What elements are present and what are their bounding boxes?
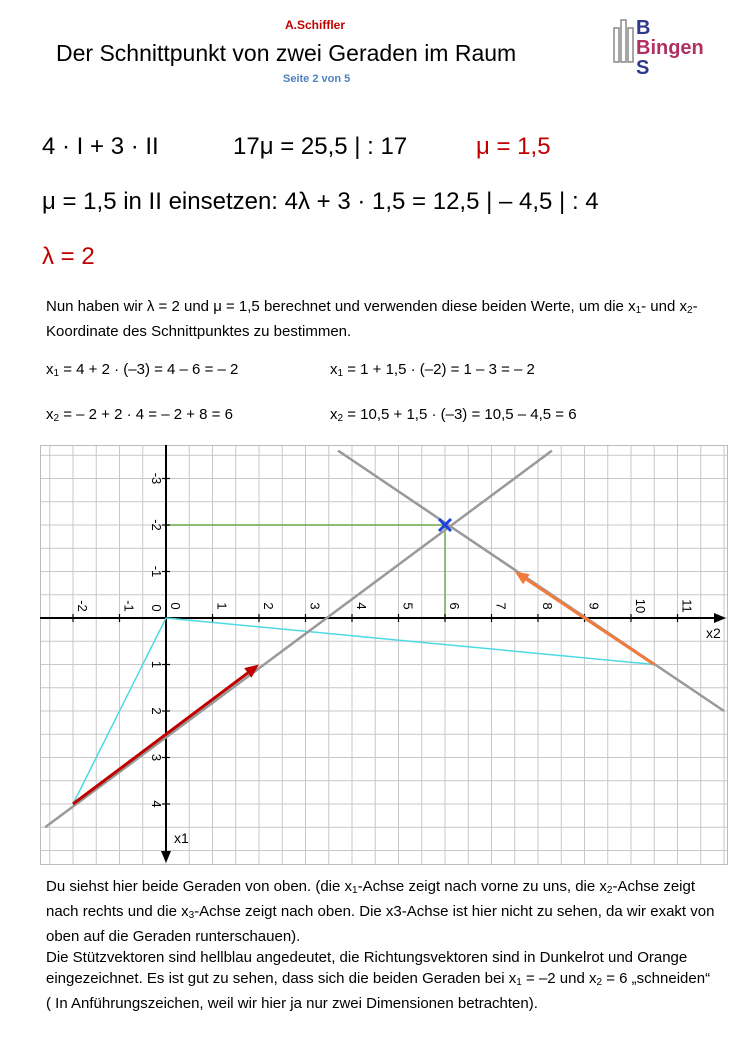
x2-tick-label: 10: [633, 598, 648, 614]
x2-tick-label: -2: [75, 600, 90, 612]
origin-label: 0: [149, 604, 164, 612]
calc-x1-first-line: $x_1 = 4 + 2 \cdot (-3) = 4 - 6$ = – 2: [46, 361, 239, 379]
lambda-result: λ = 2: [42, 243, 95, 270]
x1-tick-label: 3: [149, 753, 164, 762]
grid-border: [41, 446, 728, 865]
bbs-logo: [612, 16, 722, 76]
x1-tick-label: -1: [149, 565, 164, 578]
x2-tick-label: 0: [168, 602, 183, 610]
equation-line-2: μ = 1,5 in II einsetzen: 4λ + 3 · 1,5 = 12,5 | – 4,5 | : 4: [42, 188, 599, 215]
x2-tick-label: 7: [493, 602, 509, 610]
x2-tick-label: 11: [679, 599, 695, 613]
calc-x2-second-line: $x_2 = 10,5 + 1,5 \cdot (-3) = 10,5 - 4,5 = 6$: [330, 406, 577, 424]
logo-letter-b1: B: [636, 17, 651, 39]
x1-tick-label: 1: [149, 660, 164, 669]
equation-combination: 4 · I + 3 · II: [42, 133, 159, 160]
x2-tick-label: 9: [586, 602, 602, 610]
x1-tick-label: -3: [149, 472, 164, 485]
x2-tick-label: 6: [447, 602, 462, 610]
author: A.Schiffler: [285, 18, 346, 32]
x2-tick-label: 1: [214, 602, 230, 610]
x1-tick-label: 2: [149, 707, 164, 715]
x2-tick-label: 3: [307, 602, 323, 610]
line-graph: [40, 445, 728, 865]
x2-tick-label: -1: [121, 600, 137, 612]
mu-result: μ = 1,5: [476, 133, 551, 160]
paragraph-explanation: Du siehst hier beide Geraden von oben. (die $x_1$-Achse zeigt nach vorne zu uns, die $x_2$-Achse zeigt nach rechts und die $x_3$-Achse zeigt nach oben. Die x3-Achse ist hier nicht zu sehen, da wir exakt von oben auf die Geraden runterschauen). Die Stützvektoren sind hellblau angedeutet, die Richtungsvektoren sind in Dunkelrot und Orange eingezeichnet. Es ist gut zu sehen, dass sich die beiden Geraden bei $x_1 = -2$ und $x_2 = 6$ „schneiden“ ( In Anführungszeichen, weil wir hier ja nur zwei Dimensionen betrachten).: [46, 878, 715, 1012]
calc-x1-second-line: $x_1 = 1 + 1,5 \cdot (-2) = 1 - 3$ = – 2: [330, 361, 535, 379]
direction-vector: [73, 673, 248, 804]
page-title: Der Schnittpunkt von zwei Geraden im Raum: [56, 40, 517, 66]
x1-tick-label: -2: [149, 519, 164, 531]
x1-axis-label: x1: [174, 830, 189, 846]
direction-vector: [526, 579, 654, 664]
equation-mu: 17μ = 25,5 | : 17: [233, 133, 408, 160]
page-info: Seite 2 von 5: [283, 73, 351, 85]
x2-tick-label: 4: [354, 602, 369, 610]
x1-axis-arrow: [161, 851, 171, 863]
logo-word: Bingen: [636, 37, 704, 59]
calc-x2-first-line: $x_2$ = – 2 + 2 · 4 = – 2 + 8 = 6: [46, 406, 233, 424]
x2-tick-label: 2: [261, 602, 276, 610]
paragraph-intro: Nun haben wir λ = 2 und μ = 1,5 berechnet und verwenden diese beiden Werte, um die $x_1-$ und $x_2$-Koordinate des Schnittpunktes zu bestimmen.: [46, 298, 698, 340]
x1-tick-label: 4: [149, 800, 164, 808]
logo-letter-s: S: [636, 57, 650, 76]
x2-axis-label: x2: [706, 625, 721, 641]
line-g1: [45, 451, 552, 828]
x2-tick-label: 5: [400, 602, 416, 610]
x2-tick-label: 8: [540, 602, 555, 610]
